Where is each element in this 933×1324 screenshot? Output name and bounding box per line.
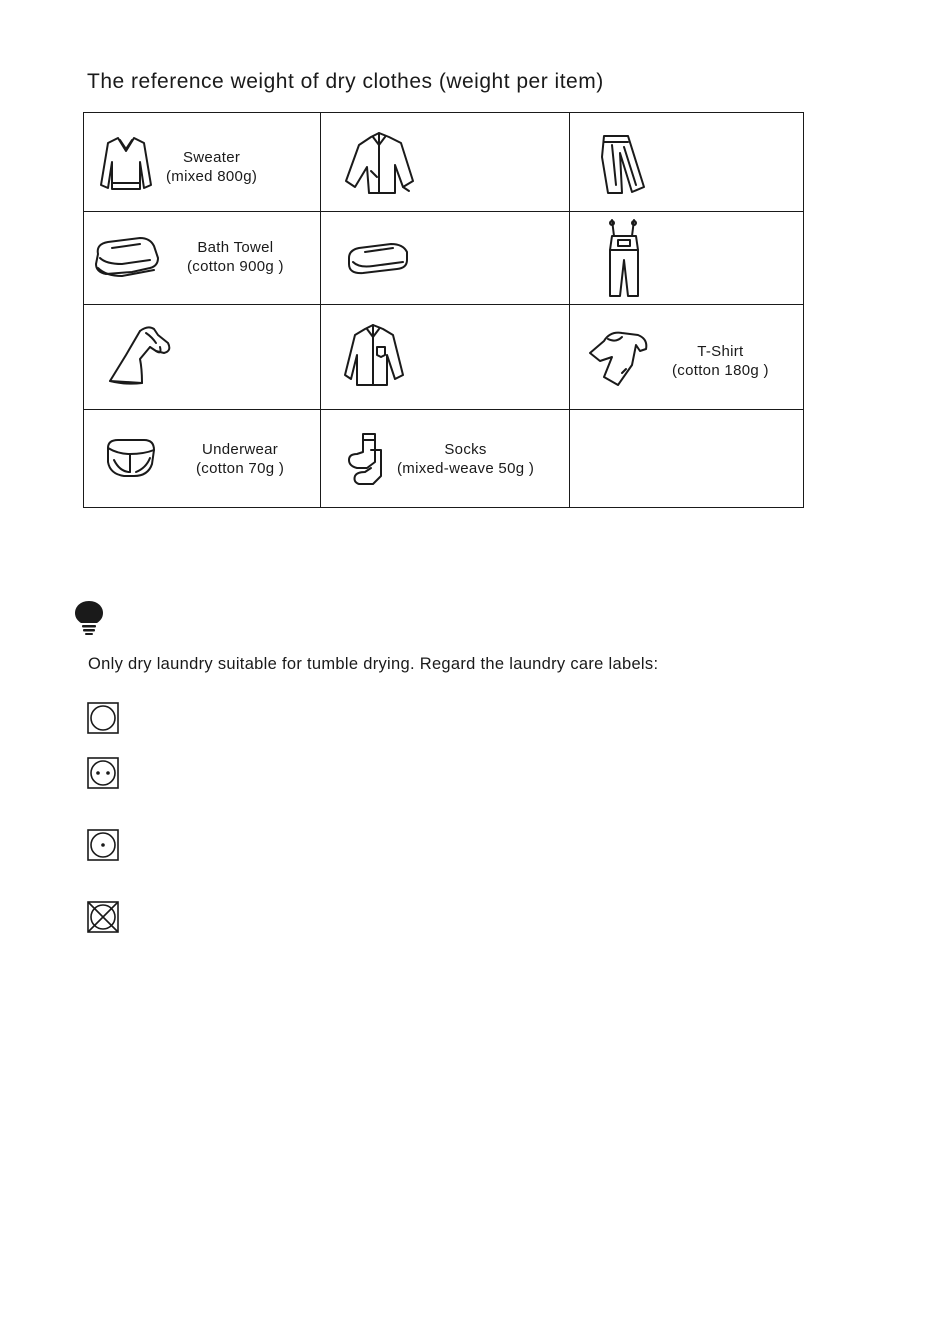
- item-weight: (mixed 800g): [166, 168, 258, 185]
- table-cell-trousers: [570, 113, 804, 212]
- page-title: The reference weight of dry clothes (weight per item): [87, 70, 604, 93]
- table-row: [84, 113, 804, 212]
- table-cell-empty: [570, 410, 804, 508]
- tumble-dry-icon: [87, 702, 119, 734]
- shirt-icon: [343, 323, 407, 389]
- item-weight: (mixed-weave 50g ): [397, 460, 535, 477]
- table-row: [84, 305, 804, 410]
- table-row: [84, 212, 804, 305]
- cell-label: [166, 148, 257, 186]
- tip-text: Only dry laundry suitable for tumble drying. Regard the laundry care labels:: [88, 655, 659, 673]
- cell-label: [196, 440, 284, 478]
- table-row: [84, 410, 804, 508]
- item-name: Sweater: [183, 149, 241, 166]
- table-cell-sweater: [84, 113, 321, 212]
- underwear-icon: [104, 436, 158, 480]
- table-cell-folded-cloth: [321, 212, 570, 305]
- table-cell-bath-towel: [84, 212, 321, 305]
- t-shirt-icon: [586, 327, 650, 389]
- table-cell-underwear: [84, 410, 321, 508]
- item-weight: (cotton 180g ): [672, 362, 769, 379]
- item-name: Socks: [444, 441, 487, 458]
- item-weight: (cotton 900g ): [187, 258, 284, 275]
- item-weight: (cotton 70g ): [196, 460, 285, 477]
- sweater-icon: [98, 135, 154, 195]
- bath-towel-icon: [92, 236, 160, 282]
- item-name: T-Shirt: [697, 343, 744, 360]
- cell-label: [672, 342, 769, 380]
- table-cell-socks: [321, 410, 570, 508]
- table-cell-t-shirt: [570, 305, 804, 410]
- socks-icon: [343, 432, 383, 488]
- tumble-dry-normal-heat-icon: [87, 757, 119, 789]
- nightgown-icon: [96, 325, 176, 387]
- item-name: Underwear: [202, 441, 279, 458]
- table-cell-nightgown: [84, 305, 321, 410]
- folded-cloth-icon: [345, 242, 411, 278]
- jacket-icon: [343, 131, 417, 197]
- clothes-weight-table: [83, 112, 804, 508]
- table-cell-shirt: [321, 305, 570, 410]
- lightbulb-icon: [74, 599, 104, 640]
- table-cell-overalls: [570, 212, 804, 305]
- cell-label: [397, 440, 534, 478]
- trousers-icon: [598, 133, 648, 195]
- item-name: Bath Towel: [197, 239, 274, 256]
- overalls-icon: [604, 218, 644, 298]
- do-not-tumble-dry-icon: [87, 901, 119, 933]
- table-cell-jacket: [321, 113, 570, 212]
- cell-label: [187, 238, 284, 276]
- tumble-dry-low-heat-icon: [87, 829, 119, 861]
